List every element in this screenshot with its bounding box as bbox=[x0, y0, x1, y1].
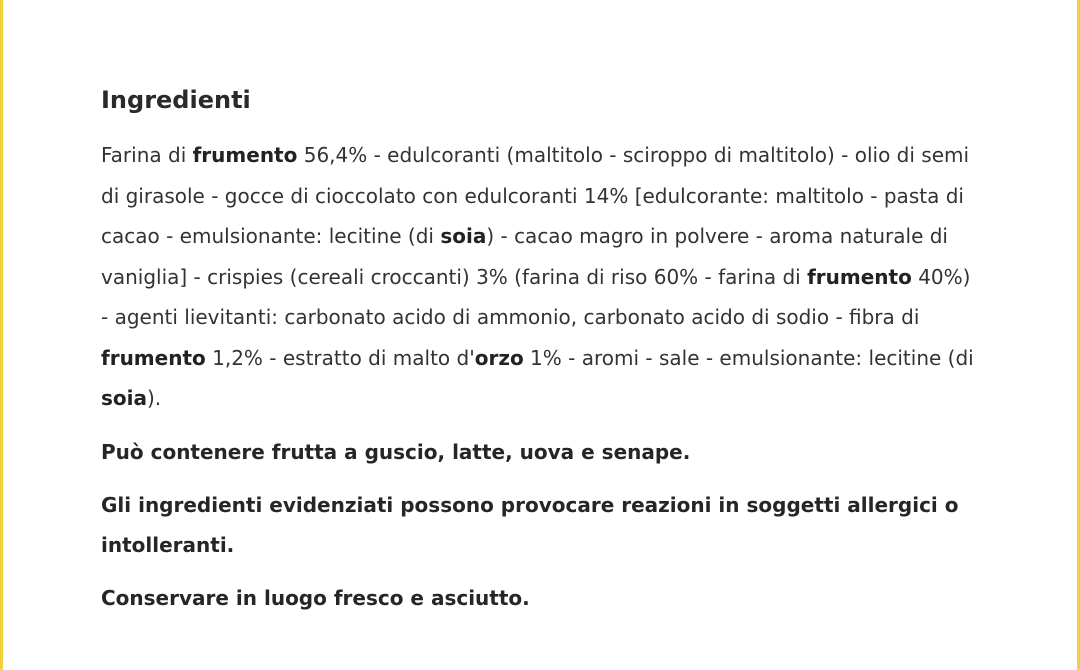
ingredients-text bbox=[101, 135, 981, 419]
highlight-note: Gli ingredienti evidenziati possono provocare reazioni in soggetti allergici o intolleranti. bbox=[101, 492, 959, 557]
ingredient-text: ) - cacao magro in polvere - aroma naturale di vaniglia] - crispies (cereali croccanti) 3% (farina di riso 60% - farina di bbox=[101, 224, 948, 289]
ingredients-section bbox=[101, 83, 981, 618]
allergen-highlight: frumento bbox=[807, 264, 912, 289]
allergen-highlight: soia bbox=[440, 224, 487, 248]
allergen-highlight: frumento bbox=[192, 143, 298, 167]
allergen-note: Può contenere frutta a guscio, latte, uova e senape. bbox=[101, 439, 691, 464]
ingredient-text: ). bbox=[147, 386, 162, 410]
ingredient-text: 1% - aromi - sale - emulsionante: lecitine (di bbox=[523, 345, 974, 370]
ingredient-text: 40%) - agenti lievitanti: carbonato acido di ammonio, carbonato acido di sodio - fibra di bbox=[101, 264, 971, 329]
allergen-highlight: frumento bbox=[101, 345, 206, 370]
ingredient-text: 1,2% - estratto di malto d' bbox=[205, 345, 475, 370]
section-title: Ingredienti bbox=[101, 86, 251, 114]
storage-note: Conservare in luogo fresco e asciutto. bbox=[101, 585, 530, 610]
ingredient-text: 56,4% - edulcoranti (maltitolo - sciroppo di maltitolo) - olio di semi di girasole - gocce di cioccolato con edulcoranti 14% [edulcorante: maltitolo - pasta di cacao - emulsionante: lecitine (di bbox=[101, 143, 970, 248]
allergen-highlight: orzo bbox=[474, 345, 524, 370]
ingredient-text: Farina di bbox=[101, 143, 193, 167]
allergen-highlight: soia bbox=[101, 386, 147, 410]
